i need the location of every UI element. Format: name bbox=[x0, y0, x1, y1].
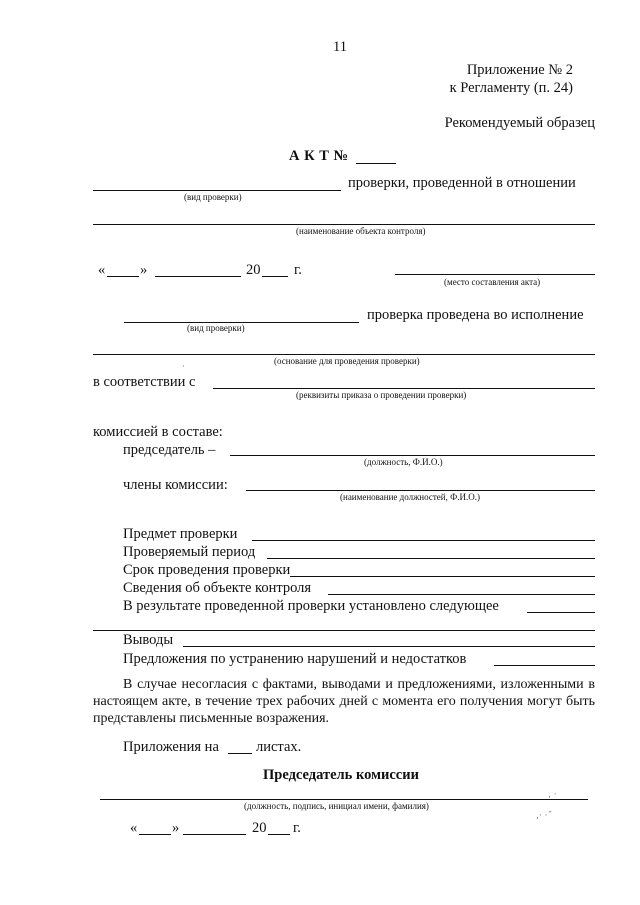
basis-line[interactable] bbox=[93, 354, 595, 355]
proposals-line[interactable] bbox=[494, 665, 595, 666]
order-details-caption: (реквизиты приказа о проведении проверки) bbox=[296, 390, 467, 400]
date2-year-prefix: 20 bbox=[252, 820, 267, 836]
chairman-line[interactable] bbox=[230, 455, 595, 456]
scan-speck: · bbox=[182, 362, 185, 372]
date2-year-line[interactable] bbox=[268, 834, 290, 835]
scan-speck-2: ‚ · bbox=[548, 790, 557, 800]
term-label: Срок проведения проверки bbox=[123, 562, 291, 578]
date-year-prefix: 20 bbox=[246, 262, 261, 278]
executed-text: проверка проведена во исполнение bbox=[367, 307, 584, 323]
period-label: Проверяемый период bbox=[123, 544, 256, 560]
result-line-2[interactable] bbox=[93, 630, 595, 631]
proposals-label: Предложения по устранению нарушений и недостатков bbox=[123, 651, 467, 667]
attachments-prefix: Приложения на bbox=[123, 739, 219, 755]
check-type-line[interactable] bbox=[93, 190, 341, 191]
attachments-count-line[interactable] bbox=[228, 753, 252, 754]
term-line[interactable] bbox=[290, 576, 595, 577]
date2-day-line[interactable] bbox=[139, 834, 171, 835]
check-type-caption: (вид проверки) bbox=[184, 192, 242, 202]
info-label: Сведения об объекте контроля bbox=[123, 580, 312, 596]
result-label: В результате проведенной проверки установлено следующее bbox=[123, 598, 499, 614]
disagreement-paragraph: В случае несогласия с фактами, выводами и предложениями, изложенными в настоящем акте, в течение трех рабочих дней с момента его получения могут быть представлены письменные возражения. bbox=[93, 677, 595, 726]
order-details-line[interactable] bbox=[213, 388, 595, 389]
date-open-quote: « bbox=[98, 262, 106, 278]
subject-line[interactable] bbox=[252, 540, 595, 541]
regulation-label: к Регламенту (п. 24) bbox=[449, 80, 573, 96]
act-number-line[interactable] bbox=[356, 163, 396, 164]
chairman-label: председатель – bbox=[123, 442, 216, 458]
date2-close-quote: » bbox=[172, 820, 180, 836]
page-number: 11 bbox=[333, 39, 347, 55]
date-year-suffix: г. bbox=[294, 262, 302, 278]
period-line[interactable] bbox=[267, 558, 595, 559]
members-line[interactable] bbox=[246, 490, 595, 491]
document-title: А К Т № bbox=[289, 148, 349, 164]
conclusions-label: Выводы bbox=[123, 632, 174, 648]
subject-label: Предмет проверки bbox=[123, 526, 238, 542]
signature-caption: (должность, подпись, инициал имени, фамилия) bbox=[244, 801, 429, 811]
date-close-quote: » bbox=[140, 262, 148, 278]
check-against-text: проверки, проведенной в отношении bbox=[348, 175, 576, 191]
chairman-caption: (должность, Ф.И.О.) bbox=[364, 457, 443, 467]
control-object-caption: (наименование объекта контроля) bbox=[296, 226, 426, 236]
signature-line[interactable] bbox=[100, 799, 588, 800]
place-caption: (место составления акта) bbox=[444, 277, 541, 287]
members-caption: (наименование должностей, Ф.И.О.) bbox=[340, 492, 480, 502]
date2-open-quote: « bbox=[130, 820, 138, 836]
scan-speck-3: ,· ·˝ bbox=[536, 811, 552, 821]
accordance-text: в соответствии с bbox=[93, 374, 196, 390]
check-type-caption-2: (вид проверки) bbox=[187, 323, 245, 333]
commission-heading: комиссией в составе: bbox=[93, 424, 223, 440]
members-label: члены комиссии: bbox=[123, 477, 228, 493]
conclusions-line[interactable] bbox=[183, 646, 595, 647]
date2-month-line[interactable] bbox=[183, 834, 246, 835]
place-line[interactable] bbox=[395, 274, 595, 275]
date-day-line[interactable] bbox=[107, 276, 139, 277]
date-month-line[interactable] bbox=[155, 276, 241, 277]
signature-title: Председатель комиссии bbox=[263, 767, 419, 783]
info-line[interactable] bbox=[328, 594, 595, 595]
date2-year-suffix: г. bbox=[293, 820, 301, 836]
sample-label: Рекомендуемый образец bbox=[444, 115, 595, 131]
basis-caption: (основание для проведения проверки) bbox=[274, 356, 420, 366]
control-object-line[interactable] bbox=[93, 224, 595, 225]
appendix-label: Приложение № 2 bbox=[466, 62, 573, 78]
result-line[interactable] bbox=[527, 612, 595, 613]
date-year-line[interactable] bbox=[262, 276, 288, 277]
attachments-suffix: листах. bbox=[256, 739, 302, 755]
